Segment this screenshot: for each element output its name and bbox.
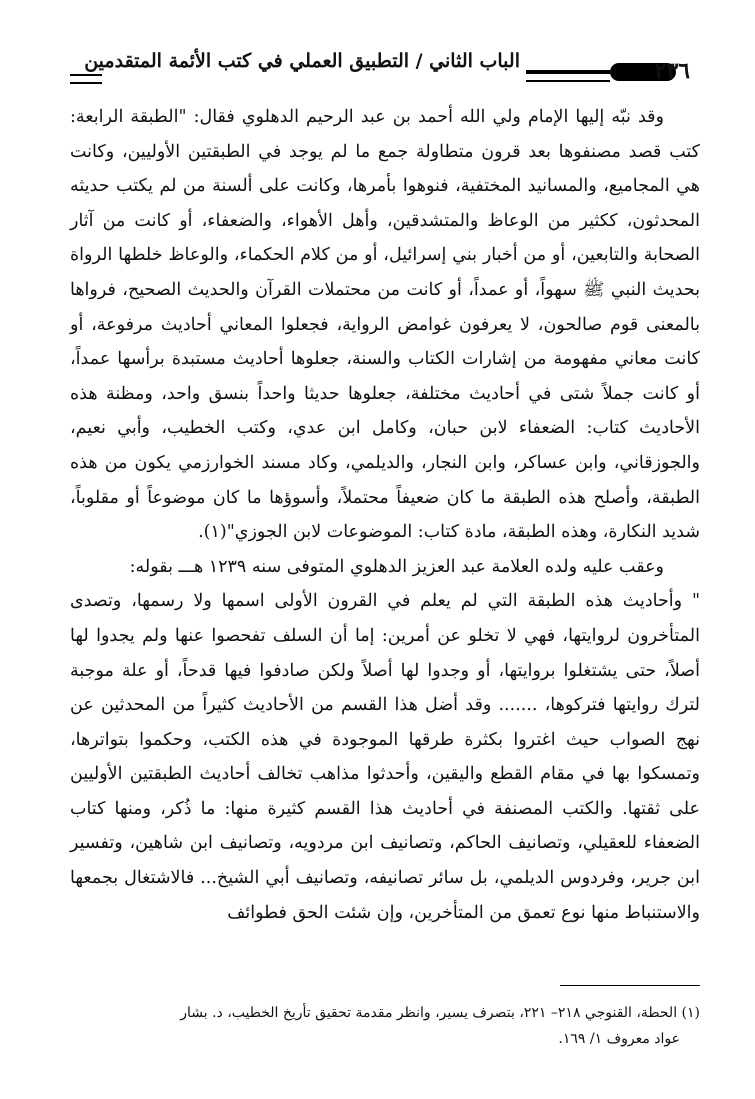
- header-rule: [526, 80, 610, 82]
- footnote: [70, 1000, 700, 1052]
- footnote-separator: [560, 985, 700, 986]
- header-rule: [526, 70, 610, 74]
- main-text: [70, 100, 700, 930]
- paragraph: " وأحاديث هذه الطبقة التي لم يعلم في القرون الأولى اسمها ولا رسمها، وتصدى المتأخرون لروايتها، فهي لا تخلو عن أمرين: إما أن السلف تفحصوا عنها ولم يجدوا لها أصلاً، حتى يشتغلوا بروايتها، أو وجدوا لها أصلاً ولكن صادفوا فيها قدحاً، أو علة موجبة لترك روايتها فتركوها، ....... وقد أضل هذا القسم من الأحاديث كثيراً من المحدثين عن نهج الصواب حيث اغتروا بكثرة طرقها الموجودة في هذه الكتب، وحكموا بتواترها، وتمسكوا بها في مقام القطع واليقين، وأحدثوا مذاهب تخالف أحاديث الطبقتين الأوليين على ثقتها. والكتب المصنفة في أحاديث هذا القسم كثيرة منها: ما ذُكر، ومنها كتاب الضعفاء للعقيلي، وتصانيف الحاكم، وتصانيف ابن مردويه، وتصانيف ابن شاهين، وتفسير ابن جرير، وفردوس الديلمي، بل سائر تصانيفه، وتصانيف أبي الشيخ... فالاشتغال بجمعها والاستنباط منها نوع تعمق من المتأخرين، وإن شئت الحق فطوائف: [70, 591, 700, 923]
- header-rule: [70, 74, 102, 76]
- footnote-line: (١) الحطة، القنوجي ٢١٨– ٢٢١، بتصرف يسير، وانظر مقدمة تحقيق تأريخ الخطيب، د. بشار: [180, 1005, 700, 1021]
- paragraph: وعقب عليه ولده العلامة عبد العزيز الدهلوي المتوفى سنه ١٢٣٩ هـــ بقوله:: [129, 556, 664, 577]
- header-rule: [70, 82, 102, 84]
- footnote-line: عواد معروف ١/ ١٦٩.: [558, 1031, 680, 1047]
- page-number: ٢٣٦: [654, 58, 690, 84]
- paragraph: وقد نبّه إليها الإمام ولي الله أحمد بن عبد الرحيم الدهلوي فقال: "الطبقة الرابعة: كتب قصد مصنفوها بعد قرون متطاولة جمع ما لم يوجد في الطبقتين الأوليين، وكانت هي المجاميع، والمسانيد المختفية، فنوهوا بأمرها، وكانت على ألسنة من لم يكتب حديثه المحدثون، ككثير من الوعاظ والمتشدقين، وأهل الأهواء، والضعفاء، أو كانت من آثار الصحابة والتابعين، أو من أخبار بني إسرائيل، أو من كلام الحكماء، والوعاظ خلطها الرواة بحديث النبي ﷺ سهواً، أو عمداً، أو كانت من محتملات القرآن والحديث الصحيح، فرواها بالمعنى قوم صالحون، لا يعرفون غوامض الرواية، فجعلوا المعاني أحاديث مرفوعة، أو كانت معاني مفهومة من إشارات الكتاب والسنة، جعلوها أحاديث مستبدة برأسها عمداً، أو كانت جملاً شتى في أحاديث مختلفة، جعلوها حديثا واحداً بنسق واحد، ومظنة هذه الأحاديث كتاب: الضعفاء لابن حبان، وكامل ابن عدي، وكتب الخطيب، وأبي نعيم، والجوزقاني، وابن عساكر، وابن النجار، والديلمي، وكاد مسند الخوارزمي يكون من هذه الطبقة، وأصلح هذه الطبقة ما كان ضعيفاً محتملاً، وأسوؤها ما كان موضوعاً أو مقلوباً، شديد النكارة، وهذه الطبقة، مادة كتاب: الموضوعات لابن الجوزي"(١).: [70, 107, 700, 543]
- page-header: [70, 48, 700, 94]
- chapter-title: الباب الثاني / التطبيق العملي في كتب الأئمة المتقدمين: [84, 50, 520, 72]
